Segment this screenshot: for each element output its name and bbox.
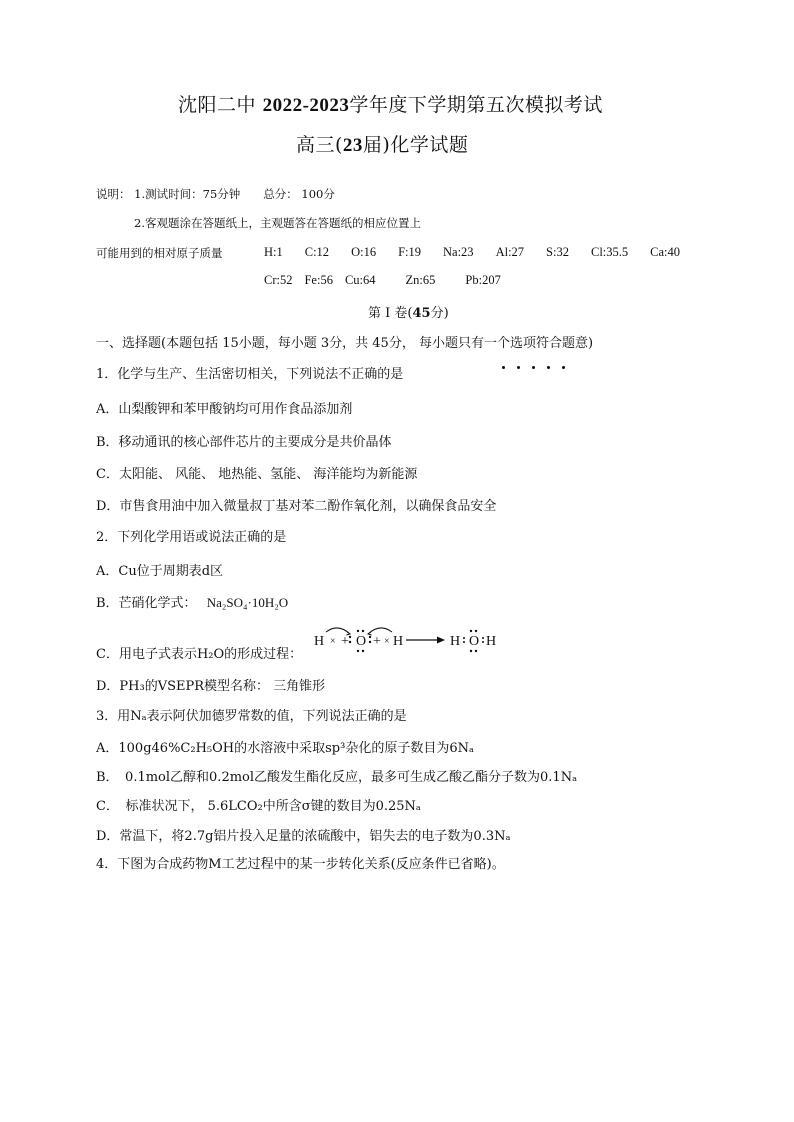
atomic-mass-item: Ca:40 [650,245,681,259]
subtitle-part-b: 届)化学试题 [362,134,469,156]
question-1-option-a: A．山梨酸钾和苯甲酸钠均可用作食品添加剂 [96,402,353,417]
note-line-1: 说明： 1.测试时间：75分钟 总分： 100分 [96,187,335,201]
lewis-plus-2: + [373,634,381,649]
question-1-option-c: C．太阳能、 风能、 地热能、氢能、 海洋能均为新能源 [96,467,418,482]
atomic-mass-item: Pb:207 [465,273,501,287]
electron-x: × [384,636,390,647]
question-3-option-d: D．常温下，将2.7g铝片投入足量的浓硫酸中，铝失去的电子数为0.3Nₐ [96,829,511,844]
subtitle-number: 23 [342,135,363,156]
emphasis-dots [502,354,577,373]
atomic-mass-row-1 [264,245,680,260]
note-line-2: 2.客观题涂在答题纸上，主观题答在答题纸的相应位置上 [134,216,421,230]
atomic-mass-item: Cr:52 [264,273,293,287]
volume-heading-c: 分) [430,306,449,321]
atomic-mass-item: Al:27 [495,245,525,259]
volume-heading [368,302,449,321]
atomic-mass-item: C:12 [304,245,330,259]
volume-heading-a: 第 I 卷( [368,306,413,321]
lewis-right-o: O [469,634,480,649]
question-3-option-c: C． 标准状况下， 5.6LCO₂中所含σ键的数目为0.25Nₐ [96,799,421,814]
atomic-mass-item: O:16 [351,245,377,259]
atomic-mass-item: Zn:65 [405,273,436,287]
question-3-option-b: B． 0.1mol乙醇和0.2mol乙酸发生酯化反应，最多可生成乙酸乙酯分子数为0.1Nₐ [96,770,578,785]
lewis-left-o: O [356,634,367,649]
lewis-right-h1: H [450,634,461,649]
question-4-stem: 4．下图为合成药物M工艺过程中的某一步转化关系(反应条件已省略)。 [96,857,505,872]
question-2-option-d: D．PH₃的VSEPR模型名称： 三角锥形 [96,679,326,694]
atomic-mass-item: Cu:64 [344,273,376,287]
atomic-mass-item: Na:23 [443,245,474,259]
lewis-structure-diagram [310,622,510,658]
question-3-stem: 3．用Nₐ表示阿伏加德罗常数的值，下列说法正确的是 [96,709,407,724]
lewis-plus-1: + [341,634,349,649]
question-1-option-b: B．移动通讯的核心部件芯片的主要成分是共价晶体 [96,435,392,450]
atomic-mass-row-2 [264,273,523,288]
volume-heading-score: 45 [412,306,431,321]
question-3-option-a: A．100g46%C₂H₅OH的水溶液中采取sp³杂化的原子数目为6Nₐ [96,741,474,756]
electron-x: × [330,636,336,647]
exam-subtitle [296,130,468,157]
question-2-option-b-label: B．芒硝化学式： [96,596,197,611]
title-school: 沈阳二中 [178,94,257,116]
question-2-option-b [96,592,288,611]
question-2-option-c: C．用电子式表示H₂O的形成过程： [96,647,303,662]
atomic-mass-item: F:19 [398,245,421,259]
atomic-mass-label: 可能用到的相对原子质量 [96,246,223,260]
lewis-left-h2: H [393,634,404,649]
section-instruction: 一、选择题(本题包括 15小题，每小题 3分，共 45分， 每小题只有一个选项符合题意) [96,336,594,351]
question-1-option-d: D．市售食用油中加入微量叔丁基对苯二酚作氧化剂，以确保食品安全 [96,499,497,514]
question-2-option-a: A．Cu位于周期表d区 [96,564,224,579]
atomic-mass-item: Cl:35.5 [590,245,629,259]
question-2-option-b-formula: Na₂SO₄·10H₂O [206,595,289,610]
atomic-mass-item: Fe:56 [304,273,333,287]
subtitle-part-a: 高三( [296,134,343,156]
exam-title [178,90,603,117]
atomic-mass-item: S:32 [546,245,569,259]
lewis-right-h2: H [486,634,497,649]
question-1-stem: 1．化学与生产、生活密切相关，下列说法不正确的是 [96,367,404,382]
lewis-left-h1: H [314,634,325,649]
atomic-mass-item: H:1 [264,245,283,259]
title-suffix: 学年度下学期第五次模拟考试 [349,94,603,116]
title-years: 2022-2023 [262,95,350,116]
question-2-stem: 2．下列化学用语或说法正确的是 [96,530,287,545]
